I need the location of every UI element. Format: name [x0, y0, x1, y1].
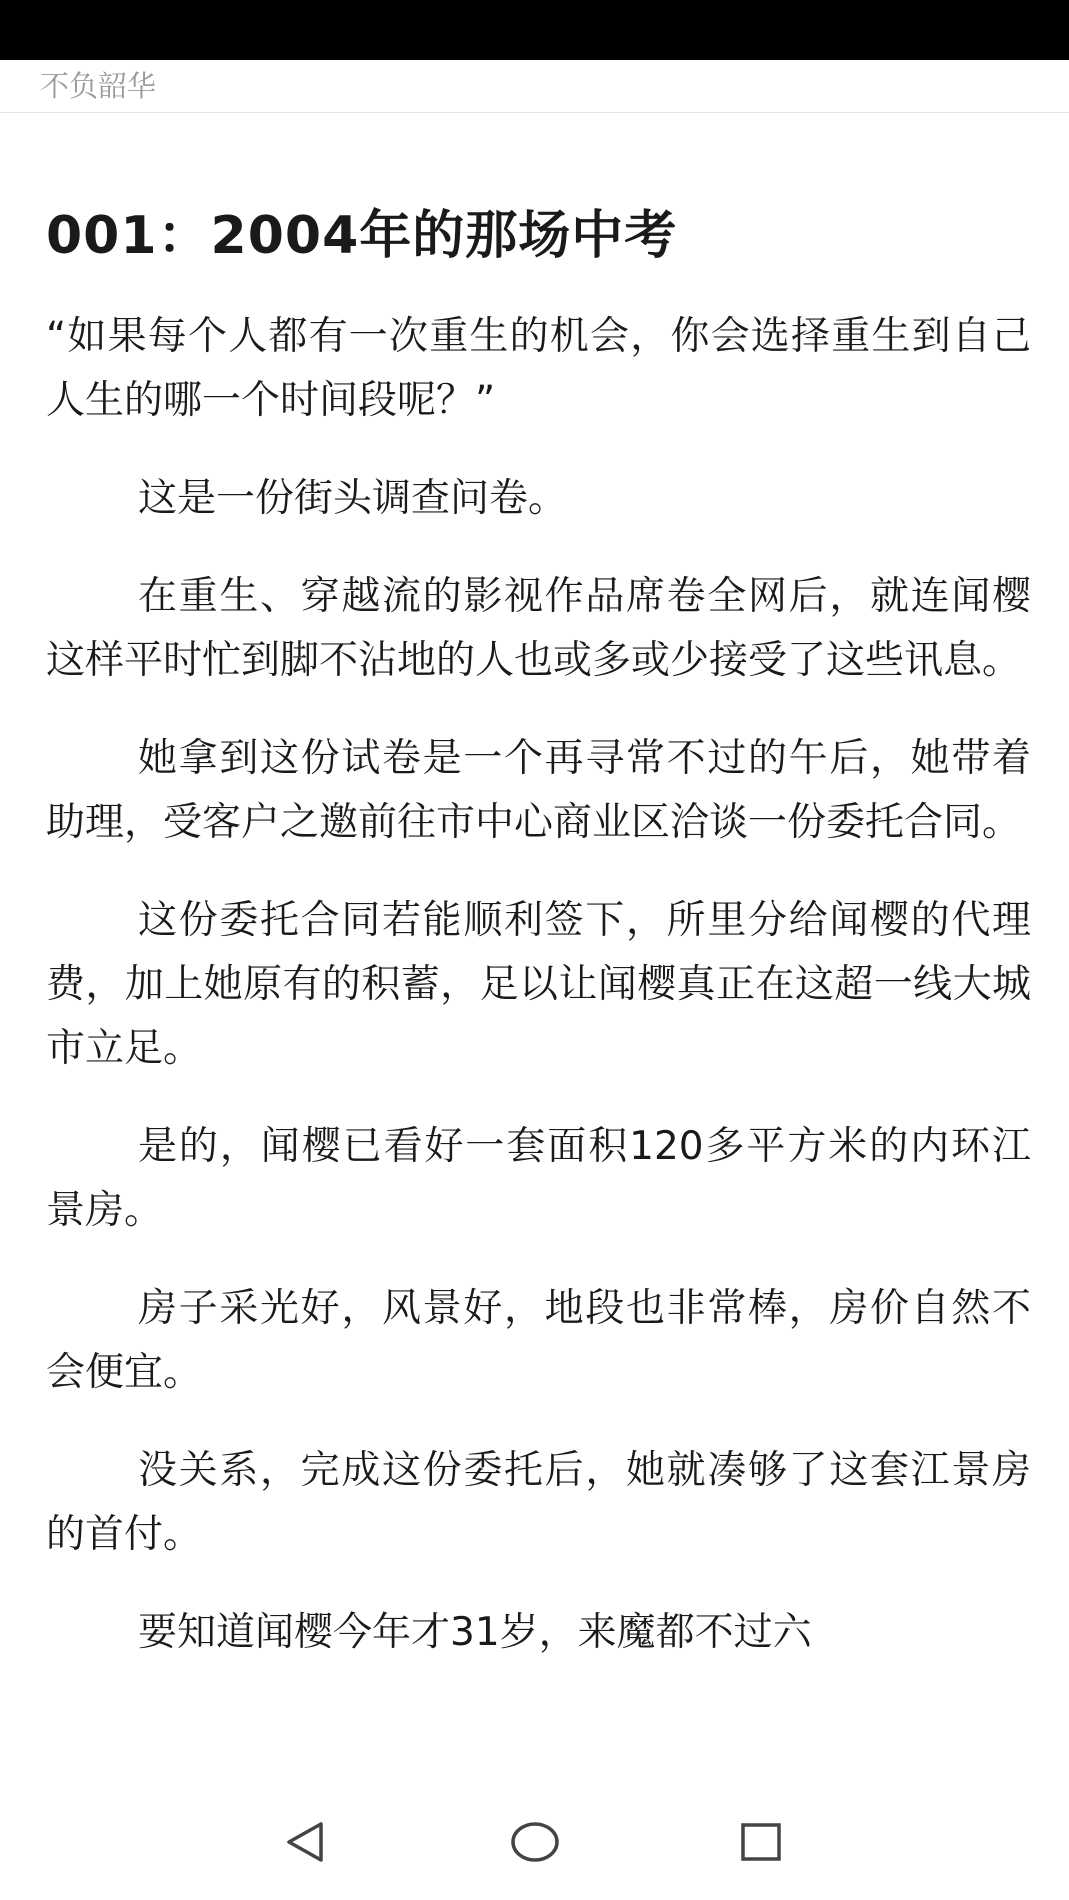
- back-button[interactable]: [270, 1812, 340, 1872]
- home-button[interactable]: [500, 1812, 570, 1872]
- paragraph: 要知道闻樱今年才31岁，来魔都不过六: [138, 1610, 812, 1655]
- paragraph: 房子采光好，风景好，地段也非常棒，房价自然不会便宜。: [46, 1286, 1031, 1395]
- paragraph: 她拿到这份试卷是一个再寻常不过的午后，她带着助理，受客户之邀前往市中心商业区洽谈一份委托合同。: [46, 736, 1031, 845]
- home-circle-icon: [509, 1816, 561, 1868]
- paragraph: 在重生、穿越流的影视作品席卷全网后，就连闻樱这样平时忙到脚不沾地的人也或多或少接受了这些讯息。: [46, 574, 1031, 683]
- paragraph: 这是一份街头调查问卷。: [138, 476, 568, 521]
- back-triangle-icon: [281, 1818, 329, 1866]
- recents-square-icon: [737, 1818, 785, 1866]
- paragraph: “如果每个人都有一次重生的机会，你会选择重生到自己人生的哪一个时间段呢？”: [46, 314, 1031, 423]
- book-title: 不负韶华: [40, 69, 157, 103]
- paragraph: 这份委托合同若能顺利签下，所里分给闻樱的代理费，加上她原有的积蓄，足以让闻樱真正在这超一线大城市立足。: [46, 898, 1031, 1071]
- chapter-content[interactable]: [46, 305, 1031, 1699]
- recents-button[interactable]: [726, 1812, 796, 1872]
- paragraph: 是的，闻樱已看好一套面积120多平方米的内环江景房。: [46, 1124, 1031, 1233]
- reader-header: [0, 60, 1069, 113]
- system-navigation-bar: [0, 1790, 1069, 1900]
- status-bar: [0, 0, 1069, 60]
- chapter-title: 001：2004年的那场中考: [46, 206, 678, 266]
- paragraph: 没关系，完成这份委托后，她就凑够了这套江景房的首付。: [46, 1448, 1031, 1557]
